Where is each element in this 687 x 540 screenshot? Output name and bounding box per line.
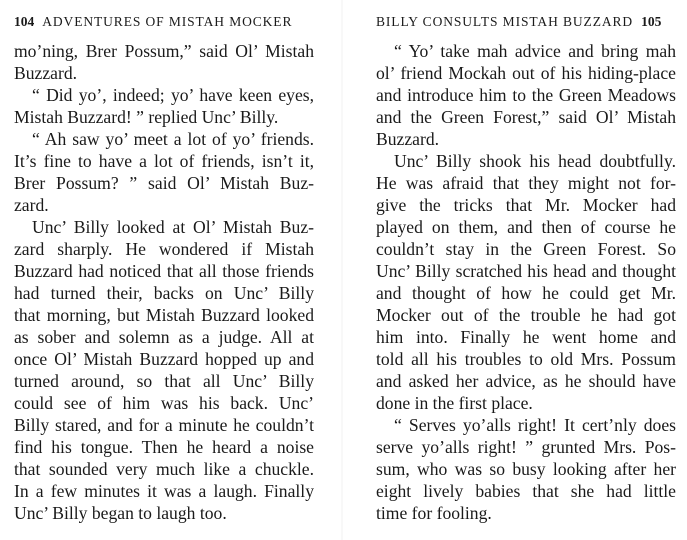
page-number: 104: [14, 14, 35, 29]
text-line: zard sharply. He wondered if Mistah: [14, 239, 314, 259]
text-line: Buzzard.: [376, 129, 440, 149]
left-running-head: [14, 14, 292, 30]
text-line: Unc’ Billy shook his head doubtfully.: [394, 151, 676, 171]
text-line: find his tongue. Then he heard a noise: [14, 437, 314, 457]
text-line: Buzzard.: [14, 63, 78, 83]
text-line: and introduce him to the Green Meadows: [376, 85, 676, 105]
text-line: him into. Finally he went home and: [376, 327, 676, 347]
text-line: once Ol’ Mistah Buzzard hopped up and: [14, 349, 314, 369]
text-line: Mistah Buzzard! ” replied Unc’ Billy.: [14, 107, 279, 127]
text-line: Unc’ Billy looked at Ol’ Mistah Buz-: [32, 217, 314, 237]
text-line: Unc’ Billy began to laugh too.: [14, 503, 227, 523]
text-line: Buzzard had noticed that all those friends: [14, 261, 314, 281]
text-line: and thought of how he could get Mr.: [376, 283, 676, 303]
text-line: zard.: [14, 195, 49, 215]
text-line: In a few minutes it was a laugh. Finally: [14, 481, 314, 501]
text-line: Billy stared, and for a minute he couldn’t: [14, 415, 314, 435]
text-line: told all his troubles to old Mrs. Possum: [376, 349, 676, 369]
right-page: [343, 0, 687, 540]
right-page-body: [376, 40, 676, 524]
left-page-body: [14, 40, 314, 524]
text-line: time for fooling.: [376, 503, 492, 523]
left-page: [0, 0, 343, 540]
text-line: and asked her advice, as he should have: [376, 371, 676, 391]
text-line: serve yo’alls right! ” grunted Mrs. Pos-: [376, 437, 676, 457]
text-line: as sober and solemn as a judge. All at: [14, 327, 314, 347]
text-line: Mocker out of the trouble he had got: [376, 305, 676, 325]
text-line: mo’ning, Brer Possum,” said Ol’ Mistah: [14, 41, 314, 61]
text-line: that sounded very much like a chuckle.: [14, 459, 314, 479]
text-line: had turned their, backs on Unc’ Billy: [14, 283, 314, 303]
text-line: give the tricks that Mr. Mocker had: [376, 195, 676, 215]
text-line: done in the first place.: [376, 393, 533, 413]
text-line: played on them, and then of course he: [376, 217, 676, 237]
right-running-head: [376, 14, 661, 30]
text-line: “ Yo’ take mah advice and bring mah: [394, 41, 676, 61]
text-line: couldn’t stay in the Green Forest. So: [376, 239, 676, 259]
text-line: could see of him was his back. Unc’: [14, 393, 314, 413]
text-line: “ Did yo’, indeed; yo’ have keen eyes,: [32, 85, 314, 105]
text-line: He was afraid that they might not for-: [376, 173, 676, 193]
text-line: It’s fine to have a lot of friends, isn’t it,: [14, 151, 314, 171]
text-line: sum, who was so busy looking after her: [376, 459, 676, 479]
text-line: turned around, so that all Unc’ Billy: [14, 371, 314, 391]
text-line: eight lively babies that she had little: [376, 481, 676, 501]
text-line: ol’ friend Mockah out of his hiding-place: [376, 63, 676, 83]
text-line: and the Green Forest,” said Ol’ Mistah: [376, 107, 676, 127]
running-head-title: ADVENTURES OF MISTAH MOCKER: [42, 14, 293, 29]
text-line: Unc’ Billy scratched his head and thought: [376, 261, 676, 281]
text-line: “ Ah saw yo’ meet a lot of yo’ friends.: [32, 129, 314, 149]
text-line: that morning, but Mistah Buzzard looked: [14, 305, 314, 325]
text-line: Brer Possum? ” said Ol’ Mistah Buz-: [14, 173, 314, 193]
page-number: 105: [641, 14, 662, 29]
text-line: “ Serves yo’alls right! It cert’nly does: [394, 415, 676, 435]
running-head-title: BILLY CONSULTS MISTAH BUZZARD: [376, 14, 634, 29]
